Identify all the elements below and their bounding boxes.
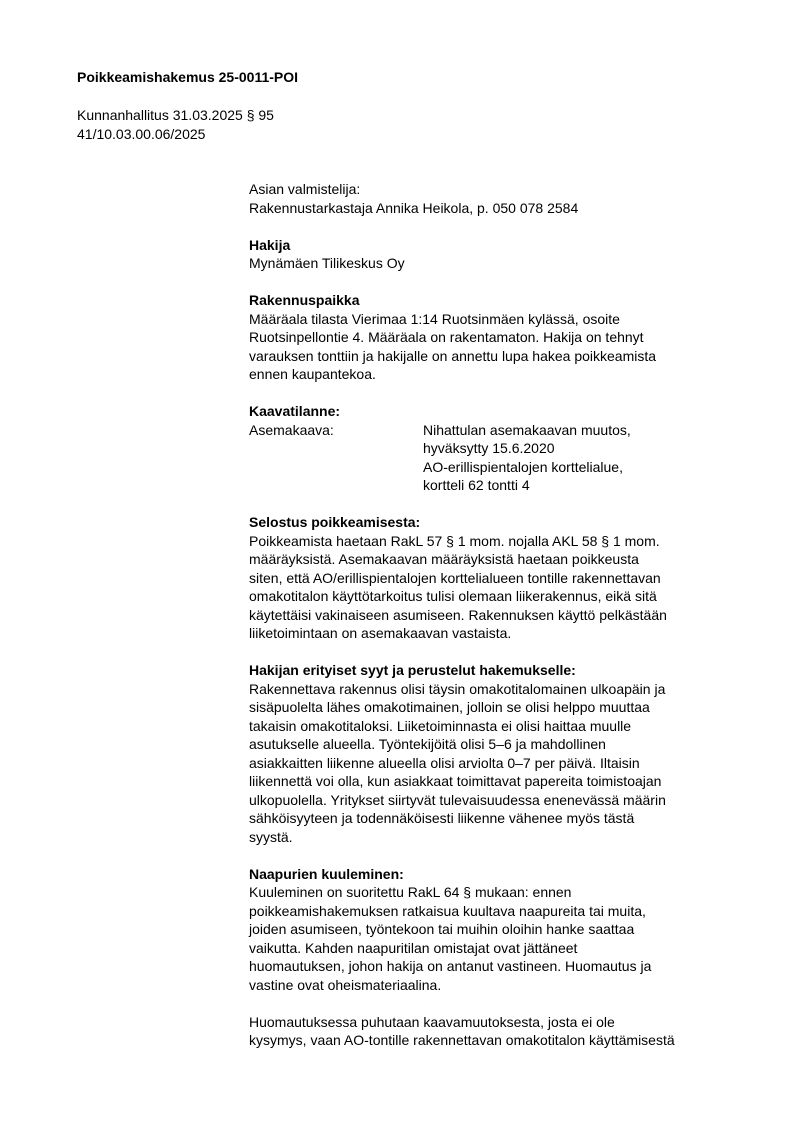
paragraph-line: ulkopuolella. Yritykset siirtyvät tulevaisuudessa enenevässä määrin — [249, 791, 666, 808]
section-heading: Hakijan erityiset syyt ja perustelut hakemukselle: — [249, 662, 576, 678]
preparer-value: Rakennustarkastaja Annika Heikola, p. 050 078 2584 — [249, 199, 579, 216]
zoning-value-line: kortteli 62 tontti 4 — [423, 477, 530, 493]
paragraph-line: liiketoimintaan on asemakaavan vastaista. — [249, 625, 512, 641]
paragraph-line: Huomautuksessa puhutaan kaavamuutoksesta, josta ei ole — [249, 1013, 615, 1030]
zoning-value-line: AO-erillispientalojen korttelialue, — [423, 458, 623, 475]
zoning-value-line: hyväksytty 15.6.2020 — [423, 440, 555, 456]
paragraph-line: sähköisyyteen ja todennäköisesti liikenne vähenee myös tästä — [249, 810, 635, 826]
paragraph-line: Rakennettava rakennus olisi täysin omakotitalomainen ulkoapäin ja — [249, 680, 666, 697]
paragraph-line: Kuuleminen on suoritettu RakL 64 § mukaan: ennen — [249, 884, 572, 900]
neighbor-hearing-section — [249, 865, 749, 995]
building-site-section — [249, 291, 749, 384]
paragraph-line: vaikutta. Kahden naapuritilan omistajat ovat jättäneet — [249, 939, 578, 956]
paragraph-line: asiakkaitten liikenne alueella olisi arviolta 0–7 per päivä. Iltaisin — [249, 754, 640, 771]
applicant-name: Mynämäen Tilikeskus Oy — [249, 255, 405, 271]
paragraph-line: Määräala tilasta Vierimaa 1:14 Ruotsinmäen kylässä, osoite — [249, 310, 620, 327]
paragraph-line: kysymys, vaan AO-tontille rakennettavan omakotitalon käyttämisestä — [249, 1032, 675, 1048]
section-heading: Rakennuspaikka — [249, 292, 360, 308]
section-heading: Kaavatilanne: — [249, 403, 341, 419]
objection-section — [249, 1013, 749, 1050]
paragraph-line: Poikkeamista haetaan RakL 57 § 1 mom. nojalla AKL 58 § 1 mom. — [249, 532, 660, 549]
meeting-reference: Kunnanhallitus 31.03.2025 § 95 — [77, 107, 274, 123]
preparer-label: Asian valmistelija: — [249, 181, 361, 197]
record-number: 41/10.03.00.06/2025 — [77, 125, 206, 142]
deviation-description-section — [249, 513, 749, 643]
zoning-value-line: Nihattulan asemakaavan muutos, — [423, 421, 631, 438]
section-heading: Naapurien kuuleminen: — [249, 865, 404, 882]
paragraph-line: huomautuksen, johon hakija on antanut vastineen. Huomautus ja — [249, 958, 652, 974]
paragraph-line: varauksen tonttiin ja hakijalle on annettu lupa hakea poikkeamista — [249, 347, 657, 364]
justification-section — [249, 661, 749, 846]
applicant-section — [249, 236, 749, 273]
paragraph-line: määräyksistä. Asemakaavan määräyksistä haetaan poikkeusta — [249, 551, 639, 567]
paragraph-line: Ruotsinpellontie 4. Määräala on rakentamaton. Hakija on tehnyt — [249, 329, 644, 345]
paragraph-line: takaisin omakotitaloksi. Liiketoiminnasta ei olisi haittaa muulle — [249, 717, 632, 734]
zoning-key: Asemakaava: — [249, 421, 334, 438]
zoning-section — [249, 402, 749, 495]
section-heading: Hakija — [249, 236, 291, 253]
paragraph-line: siten, että AO/erillispientalojen korttelialueen tontille rakennettavan — [249, 569, 661, 586]
preparer-section — [249, 180, 749, 217]
paragraph-line: poikkeamishakemuksen ratkaisua kuultava naapureita tai muita, — [249, 902, 646, 919]
document-title: Poikkeamishakemus 25-0011-POI — [77, 69, 299, 85]
paragraph-line: sisäpuolelta lähes omakotimainen, jolloin se olisi helppo muuttaa — [249, 699, 650, 715]
paragraph-line: asutukselle alueella. Työntekijöitä olisi 5–6 ja mahdollinen — [249, 736, 606, 752]
paragraph-line: ennen kaupantekoa. — [249, 366, 376, 382]
document-body — [249, 180, 749, 1050]
paragraph-line: liikennettä voi olla, kun asiakkaat toimittavat papereita toimistoajan — [249, 773, 662, 789]
section-heading: Selostus poikkeamisesta: — [249, 514, 421, 530]
document-meta — [77, 106, 274, 143]
zoning-values — [423, 421, 631, 495]
paragraph-line: vastine ovat oheismateriaalina. — [249, 976, 442, 993]
paragraph-line: omakotitalon käyttötarkoitus tulisi olemaan liikerakennus, eikä sitä — [249, 588, 657, 604]
paragraph-line: syystä. — [249, 828, 293, 845]
paragraph-line: käytettäisi vakinaiseen asumiseen. Rakennuksen käyttö pelkästään — [249, 606, 667, 623]
paragraph-line: joiden asumiseen, työntekoon tai muihin oloihin hanke saattaa — [249, 921, 635, 937]
zoning-row — [249, 421, 749, 495]
